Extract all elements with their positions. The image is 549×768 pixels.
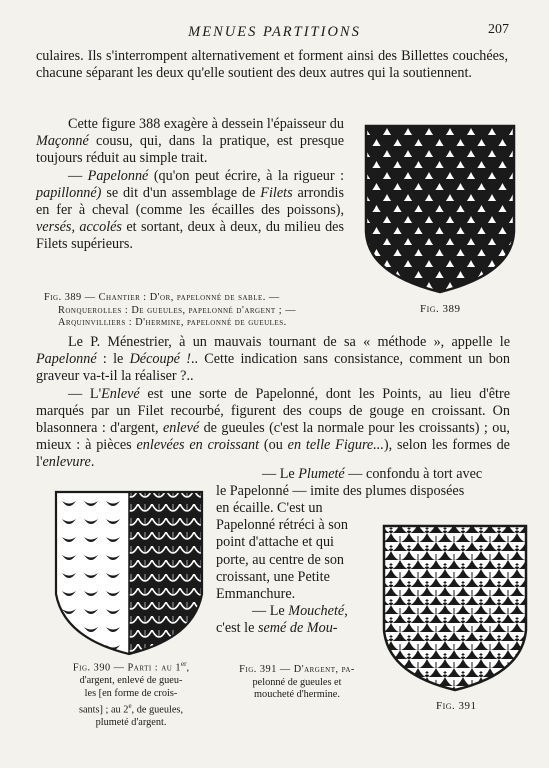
shield-390-parti-icon [54,490,204,656]
page-number: 207 [488,22,509,37]
paragraph-388: Cette figure 388 exagère à dessein l'épaisseur du Maçonné cousu, qui, dans la pratique, est presque toujours réduit au simple trait. [36,116,344,167]
fig389-label: Fig. 389 [420,303,461,315]
shield-391-mouchete-icon [382,524,528,692]
running-head: MENUES PARTITIONS [188,24,361,40]
intro-paragraph: culaires. Ils s'interrompent alternativement et forment ainsi des Billettes couchées, chacune séparant les deux qu'elle soutient des deux autres qui la soutiennent. [36,48,508,82]
left-column-text [36,116,344,254]
fig391-caption: Fig. 391 — D'argent, pa- pelonné de gueules et moucheté d'hermine. [239,664,355,701]
paragraph-enleve: — L'Enlevé est une sorte de Papelonné, dont les Points, au lieu d'être marqués par un Filet recourbé, figurent des coups de gouge en croissant. On blasonnera : d'argent, enlevé de gueules (c'est la normale pour les croissants) ; ou, mieux : à pièces enlevées en croissant (ou en telle Figure...), selon les formes de l'enlevure. [36,385,510,471]
paragraph-papelonne: — Papelonné (qu'on peut écrire, à la rigueur : papillonné) se dit d'un assemblage de Filets arrondis en fer à cheval (comme les écailles des poissons), versés, accolés et sortant, deux à deux, du milieu des Filets supérieurs. [36,167,345,253]
middle-text [36,334,510,472]
plumete-line2: le Papelonné — imite des plumes disposées [216,483,465,499]
plumete-narrow: en écaille. C'est un Papelonné rétréci à son point d'attache et qui porte, au centre de son croissant, une Petite Emmanchure. — Le Moucheté, c'est le semé de Mou- [216,500,348,637]
fig389-caption: Fig. 389 — Chantier : D'or, papelonné de sable. — Ronquerolles : De gueules, papelonné d'argent ; — Arquinvilliers : D'hermine, papelonné de gueules. [44,292,297,329]
plumete-line1: — Le Plumeté — confondu à tort avec [262,466,483,482]
fig390-caption: Fig. 390 — Parti : au 1er, d'argent, enlevé de gueu- les [en forme de crois- sants] ; au 2e, de gueules, plumeté d'argent. [72,660,190,729]
shield-389-papelonne-icon [364,124,516,294]
paragraph-menestrier: Le P. Ménestrier, à un mauvais tournant de sa « méthode », appelle le Papelonné : le Découpé !.. Cette indication sans consistance, comment un bon graveur va-t-il la réaliser ?.. [36,334,510,385]
fig391-label: Fig. 391 [436,700,477,712]
